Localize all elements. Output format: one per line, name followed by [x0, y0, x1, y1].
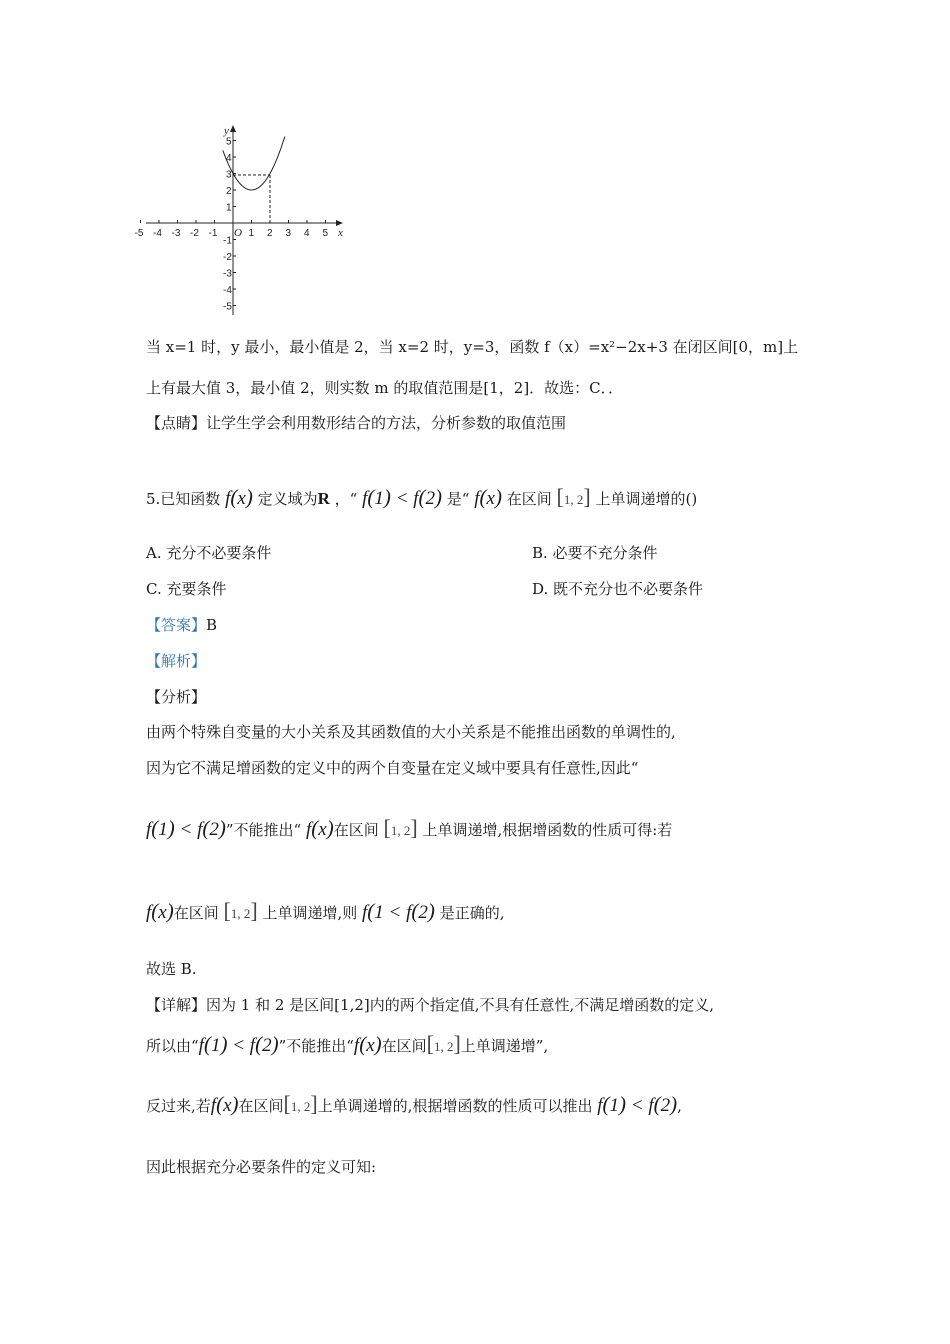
x-tick-label: 3: [285, 228, 292, 239]
q5-R: R: [317, 489, 330, 508]
q5-prefix: 5.已知函数: [146, 490, 221, 508]
y-tick-label: 5: [226, 136, 232, 148]
fenxi-p4-interval: [1, 2]: [223, 898, 258, 923]
q5-interval: [1, 2]: [556, 484, 591, 509]
q5-domain-text: 定义域为: [257, 490, 318, 508]
x-tick-label: -1: [208, 228, 218, 239]
option-d[interactable]: D. 既不充分也不必要条件: [532, 580, 704, 598]
q5-is-text: 是“: [446, 490, 470, 508]
x-axis-arrow: [336, 220, 343, 226]
solution-line-1: 当 x=1 时，y 最小，最小值是 2，当 x=2 时，y=3，函数 f（x）=x²−2x+3 在闭区间[0，m]上: [146, 338, 799, 356]
xiangjie-p2-fx: f(x): [353, 1032, 382, 1056]
x-tick-label: -2: [190, 228, 199, 239]
xiangjie-p2: 所以由“f(1) < f(2)”不能推出“f(x)在区间[1, 2]上单调递增”,: [146, 1031, 549, 1056]
xiangjie-p1: 【详解】因为 1 和 2 是区间[1,2]内的两个指定值,不具有任意性,不满足增函数的定义,: [146, 996, 715, 1014]
fenxi-p4: f(x)在区间 [1, 2] 上单调递增,则 f(1 < f(2) 是正确的,: [146, 898, 505, 923]
question-5: [146, 484, 697, 510]
q5-fx-2: f(x): [474, 485, 502, 509]
fenxi-label: 【分析】: [146, 688, 207, 706]
x-tick-label: 5: [322, 228, 329, 239]
fenxi-p4-fx: f(x): [146, 899, 174, 923]
option-a[interactable]: A. 充分不必要条件: [146, 544, 272, 562]
analysis-label: 【解析】: [146, 652, 207, 670]
fenxi-p3-inequality: f(1) < f(2): [146, 816, 226, 840]
q5-tail: 上单调递增的(): [595, 490, 698, 508]
answer-value: B: [206, 616, 218, 634]
fenxi-p3-interval: [1, 2]: [383, 815, 418, 840]
y-ticks: [223, 137, 236, 313]
xiangjie-p3-interval: [1, 2]: [283, 1091, 318, 1116]
y-tick-label: 4: [226, 153, 232, 164]
y-tick-label: -3: [223, 268, 232, 280]
x-axis-label: x: [338, 227, 343, 239]
y-axis-arrow: [230, 125, 236, 132]
answer-label: 【答案】: [146, 616, 207, 634]
origin-label: O: [234, 227, 242, 239]
fenxi-p3: f(1) < f(2)”不能推出“ f(x)在区间 [1, 2] 上单调递增,根据增函数的性质可得:若: [146, 815, 673, 840]
parabola-graph: [134, 120, 350, 320]
q5-in-text: 在区间: [506, 490, 552, 508]
xiangjie-p2-interval: [1, 2]: [426, 1031, 461, 1056]
xiangjie-p3-inequality: f(1) < f(2): [597, 1092, 678, 1116]
q5-inequality: f(1) < f(2): [362, 485, 443, 509]
solution-line-2: 上有最大值 3，最小值 2，则实数 m 的取值范围是[1，2]．故选：C．．: [146, 379, 624, 397]
option-c[interactable]: C. 充要条件: [146, 580, 227, 598]
xiangjie-p4: 因此根据充分必要条件的定义可知:: [146, 1158, 377, 1176]
x-tick-label: 1: [248, 228, 255, 239]
xiangjie-p3-fx: f(x): [210, 1092, 239, 1116]
y-tick-label: -1: [223, 235, 232, 247]
y-tick-label: 2: [226, 186, 232, 197]
answer-line: [146, 614, 217, 635]
xiangjie-label: 【详解】: [146, 996, 207, 1014]
option-b[interactable]: B. 必要不充分条件: [532, 544, 658, 562]
q5-fx: f(x): [225, 485, 253, 509]
x-tick-label: 4: [304, 228, 310, 239]
q5-sep: ，“: [334, 490, 358, 508]
x-tick-label: -4: [153, 228, 162, 239]
parabola-curve: [223, 137, 285, 191]
xiangjie-p3: 反过来,若f(x)在区间[1, 2]上单调递增的,根据增函数的性质可以推出 f(1) < f(2),: [146, 1091, 682, 1116]
fenxi-p4-inequality: f(1 < f(2): [362, 899, 435, 923]
x-tick-label: -5: [134, 228, 144, 239]
xiangjie-p2-inequality: f(1) < f(2): [198, 1032, 279, 1056]
fenxi-p5: 故选 B.: [146, 960, 197, 978]
dianjing-note: 【点睛】让学生学会利用数形结合的方法，分析参数的取值范围: [146, 414, 567, 432]
y-tick-label: -2: [223, 252, 232, 263]
y-axis-label: y: [224, 125, 229, 137]
y-tick-label: 1: [226, 202, 232, 214]
fenxi-p2: 因为它不满足增函数的定义中的两个自变量在定义域中要具有任意性,因此“: [146, 759, 639, 777]
x-tick-label: 2: [267, 228, 273, 239]
fenxi-p1: 由两个特殊自变量的大小关系及其函数值的大小关系是不能推出函数的单调性的,: [146, 723, 676, 741]
fenxi-p3-fx: f(x): [306, 816, 334, 840]
y-tick-label: 3: [226, 169, 232, 181]
y-tick-label: -4: [223, 285, 232, 296]
x-tick-label: -3: [171, 228, 181, 239]
y-tick-label: -5: [223, 301, 232, 313]
